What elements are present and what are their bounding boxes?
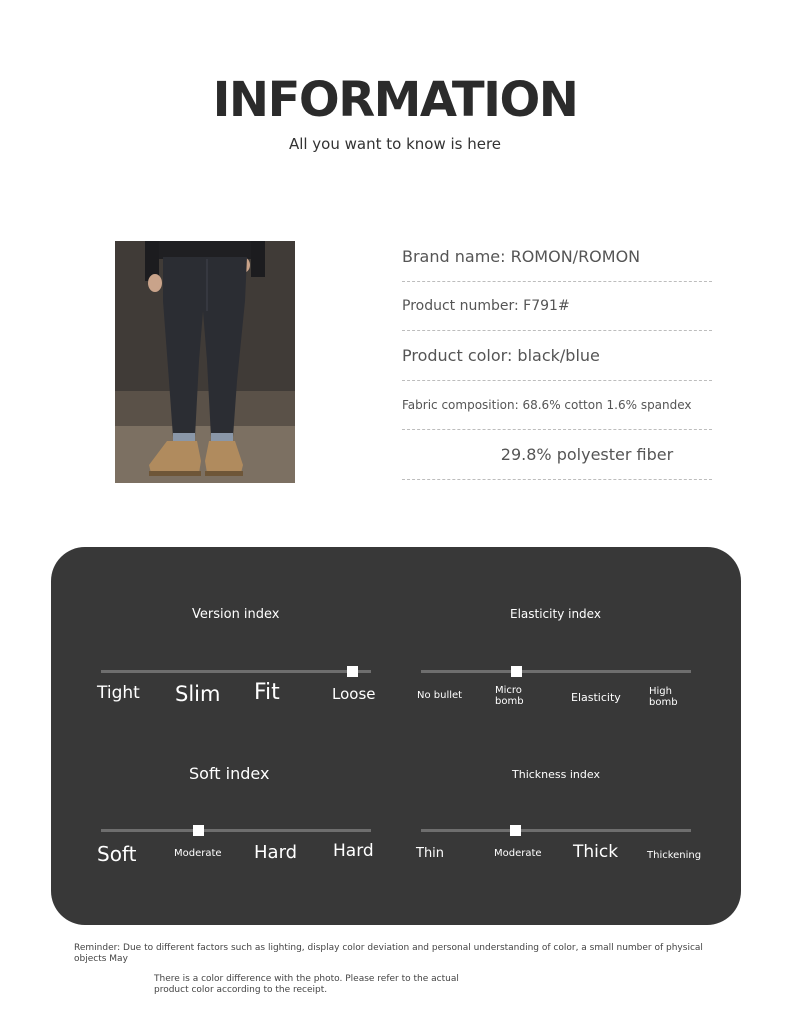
elasticity-index-title: Elasticity index xyxy=(510,607,601,621)
thickness-label-thick: Thick xyxy=(573,842,619,862)
version-index-track xyxy=(101,670,371,673)
index-panel xyxy=(51,547,741,925)
thickness-label-thickening: Thickening xyxy=(647,850,702,861)
product-photo xyxy=(115,241,295,483)
version-label-tight: Tight xyxy=(97,683,140,703)
brand-name-row: Brand name: ROMON/ROMON xyxy=(402,232,712,282)
thickness-label-thin: Thin xyxy=(416,846,445,861)
version-label-fit: Fit xyxy=(254,680,280,705)
fabric-composition-continued-row: 29.8% polyester fiber xyxy=(402,430,712,480)
page-title: INFORMATION xyxy=(212,72,578,128)
soft-index-track xyxy=(101,829,371,832)
product-color-row: Product color: black/blue xyxy=(402,331,712,381)
elasticity-label-no-bullet: No bullet xyxy=(417,690,463,701)
version-index-title: Version index xyxy=(192,607,280,622)
version-label-loose: Loose xyxy=(332,685,376,703)
thickness-index-title: Thickness index xyxy=(512,768,600,781)
thickness-index-track xyxy=(421,829,691,832)
reminder-note: Reminder: Due to different factors such as lighting, display color deviation and personal understanding of color, a small number of physical objects May xyxy=(74,943,703,964)
fabric-composition-row: Fabric composition: 68.6% cotton 1.6% spandex xyxy=(402,381,712,431)
elasticity-label-elasticity: Elasticity xyxy=(571,691,621,704)
page-subtitle: All you want to know is here xyxy=(288,135,502,153)
thickness-index-knob xyxy=(510,825,521,836)
version-index-knob xyxy=(347,666,358,677)
thickness-label-moderate: Moderate xyxy=(494,848,542,859)
soft-label-soft: Soft xyxy=(97,842,137,866)
elasticity-label-high-bomb: High bomb xyxy=(649,686,678,708)
elasticity-index-knob xyxy=(511,666,522,677)
elasticity-index-track xyxy=(421,670,691,673)
soft-label-hard: Hard xyxy=(254,842,298,863)
elasticity-label-micro-bomb: Micro bomb xyxy=(495,685,524,707)
soft-label-hard-2: Hard xyxy=(333,841,374,861)
jeans-model-illustration xyxy=(115,241,295,483)
color-difference-note: There is a color difference with the photo. Please refer to the actual product color according to the receipt. xyxy=(154,974,459,995)
soft-index-title: Soft index xyxy=(189,764,270,783)
soft-index-knob xyxy=(193,825,204,836)
product-number-row: Product number: F791# xyxy=(402,282,712,332)
product-info-list xyxy=(402,232,712,480)
soft-label-moderate: Moderate xyxy=(174,848,222,859)
version-label-slim: Slim xyxy=(175,682,221,706)
